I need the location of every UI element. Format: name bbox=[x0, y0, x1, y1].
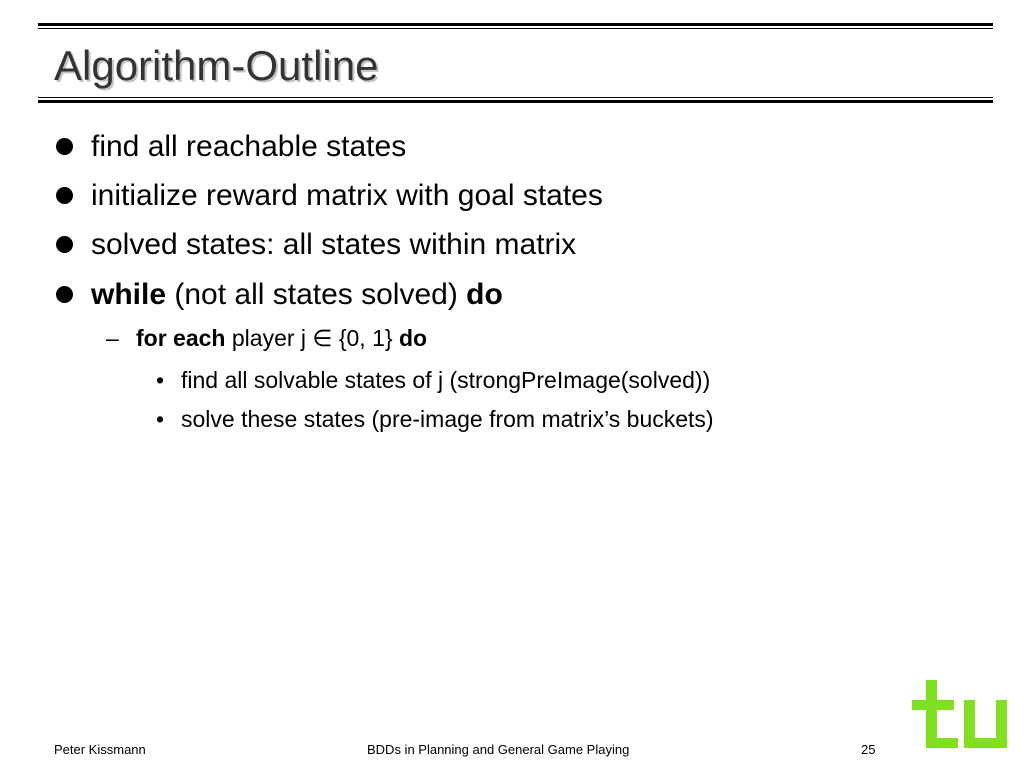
keyword-do: do bbox=[398, 325, 428, 351]
dash-bullet: – bbox=[106, 325, 119, 351]
small-bullet: • bbox=[156, 367, 165, 393]
footer-author: Peter Kissmann bbox=[54, 742, 146, 757]
footer-page-number: 25 bbox=[861, 742, 876, 757]
tu-logo-icon bbox=[908, 676, 1014, 756]
filled-circle-bullet-icon bbox=[56, 236, 73, 253]
top-rule-thin bbox=[38, 28, 993, 29]
bullet-item bbox=[56, 225, 936, 265]
keyword-do: do bbox=[466, 278, 503, 311]
footer-talk-title: BDDs in Planning and General Game Playing bbox=[367, 742, 630, 757]
condition-text: (not all states solved) bbox=[166, 278, 467, 311]
keyword-while: while bbox=[91, 278, 167, 311]
title-rule-thick bbox=[38, 100, 993, 103]
loop-text: player j ∈ {0, 1} bbox=[225, 325, 399, 351]
sub-sub-bullet bbox=[156, 365, 710, 395]
title-rule-thin bbox=[38, 97, 993, 98]
bullet-item bbox=[56, 176, 936, 216]
bullet-item bbox=[56, 127, 936, 167]
filled-circle-bullet-icon bbox=[56, 138, 73, 155]
slide-title: Algorithm-Outline bbox=[54, 42, 379, 89]
bullet-item-while bbox=[56, 275, 936, 315]
bullet-text: initialize reward matrix with goal states bbox=[91, 179, 603, 212]
sub-bullet-for-each bbox=[106, 323, 427, 353]
sub-sub-bullet-text: solve these states (pre-image from matrix’s buckets) bbox=[181, 406, 714, 432]
keyword-for-each: for each bbox=[136, 325, 226, 351]
filled-circle-bullet-icon bbox=[56, 286, 73, 303]
sub-sub-bullet-text: find all solvable states of j (strongPreImage(solved)) bbox=[181, 367, 711, 393]
sub-sub-bullet bbox=[156, 404, 714, 434]
top-rule-thick bbox=[38, 23, 993, 26]
bullet-text: solved states: all states within matrix bbox=[91, 228, 577, 261]
bullet-text: find all reachable states bbox=[91, 130, 407, 163]
small-bullet: • bbox=[156, 406, 165, 432]
filled-circle-bullet-icon bbox=[56, 187, 73, 204]
